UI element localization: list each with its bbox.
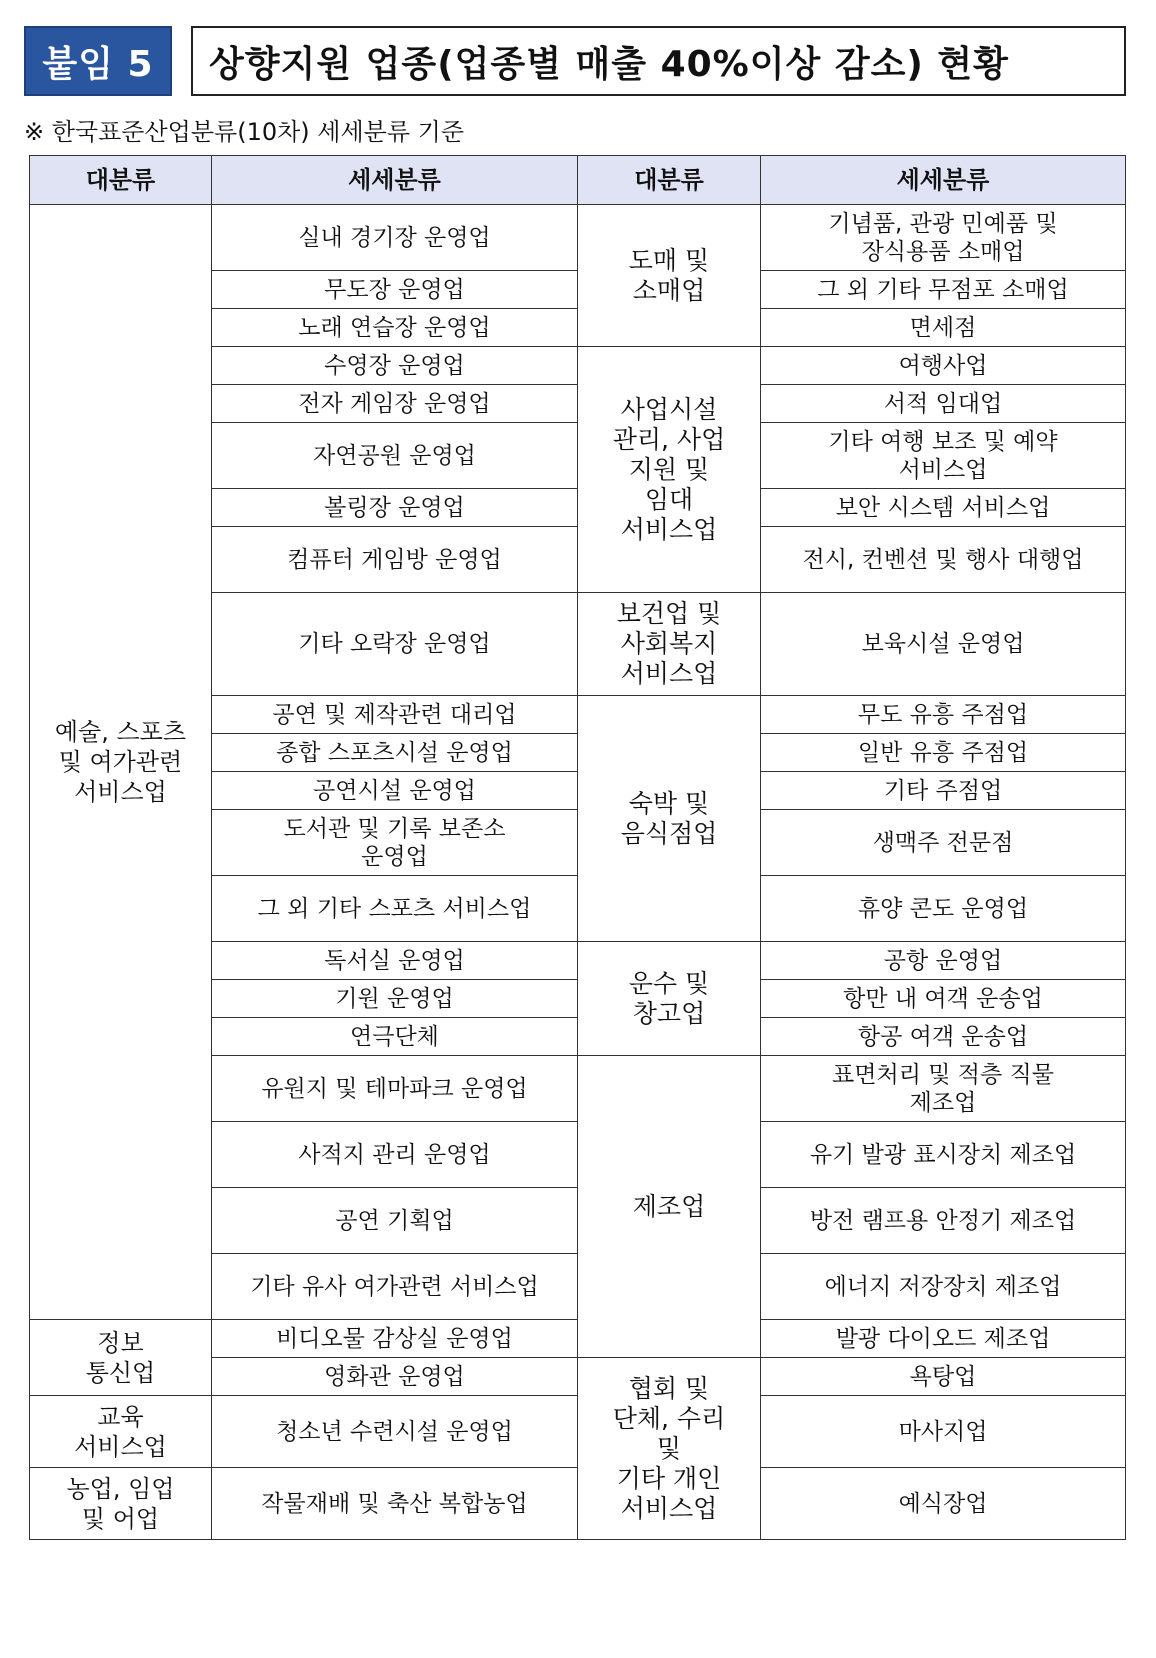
minor-category: 발광 다이오드 제조업 (761, 1320, 1126, 1358)
minor-category: 기타 오락장 운영업 (211, 593, 577, 696)
minor-category: 작물재배 및 축산 복합농업 (211, 1468, 577, 1540)
minor-category: 일반 유흥 주점업 (761, 734, 1126, 772)
minor-category: 전시, 컨벤션 및 행사 대행업 (761, 527, 1126, 593)
table-row (30, 205, 1126, 271)
minor-category: 컴퓨터 게임방 운영업 (211, 527, 577, 593)
table-header-row (30, 156, 1126, 205)
minor-category: 노래 연습장 운영업 (211, 309, 577, 347)
minor-category: 볼링장 운영업 (211, 489, 577, 527)
header-major-right: 대분류 (577, 156, 760, 205)
major-category: 협회 및 단체, 수리 및 기타 개인 서비스업 (577, 1358, 760, 1540)
header (24, 26, 1126, 98)
header-major-left: 대분류 (30, 156, 212, 205)
major-category: 예술, 스포츠 및 여가관련 서비스업 (30, 205, 212, 1320)
minor-category: 욕탕업 (761, 1358, 1126, 1396)
minor-category: 공연 기획업 (211, 1188, 577, 1254)
minor-category: 예식장업 (761, 1468, 1126, 1540)
minor-category: 비디오물 감상실 운영업 (211, 1320, 577, 1358)
minor-category: 공연 및 제작관련 대리업 (211, 696, 577, 734)
minor-category: 마사지업 (761, 1396, 1126, 1468)
attachment-badge: 붙임 5 (24, 26, 172, 96)
minor-category: 수영장 운영업 (211, 347, 577, 385)
minor-category: 그 외 기타 무점포 소매업 (761, 271, 1126, 309)
minor-category: 보육시설 운영업 (761, 593, 1126, 696)
minor-category: 기원 운영업 (211, 980, 577, 1018)
minor-category: 그 외 기타 스포츠 서비스업 (211, 876, 577, 942)
major-category: 정보 통신업 (30, 1320, 212, 1396)
minor-category: 종합 스포츠시설 운영업 (211, 734, 577, 772)
minor-category: 서적 임대업 (761, 385, 1126, 423)
minor-category: 에너지 저장장치 제조업 (761, 1254, 1126, 1320)
minor-category: 공항 운영업 (761, 942, 1126, 980)
minor-category: 실내 경기장 운영업 (211, 205, 577, 271)
minor-category: 방전 램프용 안정기 제조업 (761, 1188, 1126, 1254)
minor-category: 연극단체 (211, 1018, 577, 1056)
minor-category: 무도 유흥 주점업 (761, 696, 1126, 734)
minor-category: 기타 주점업 (761, 772, 1126, 810)
minor-category: 휴양 콘도 운영업 (761, 876, 1126, 942)
major-category: 사업시설 관리, 사업 지원 및 임대 서비스업 (577, 347, 760, 593)
minor-category: 영화관 운영업 (211, 1358, 577, 1396)
major-category: 교육 서비스업 (30, 1396, 212, 1468)
minor-category: 보안 시스템 서비스업 (761, 489, 1126, 527)
minor-category: 유기 발광 표시장치 제조업 (761, 1122, 1126, 1188)
minor-category: 항만 내 여객 운송업 (761, 980, 1126, 1018)
minor-category: 항공 여객 운송업 (761, 1018, 1126, 1056)
major-category: 숙박 및 음식점업 (577, 696, 760, 942)
minor-category: 도서관 및 기록 보존소 운영업 (211, 810, 577, 876)
header-minor-left: 세세분류 (211, 156, 577, 205)
minor-category: 생맥주 전문점 (761, 810, 1126, 876)
minor-category: 유원지 및 테마파크 운영업 (211, 1056, 577, 1122)
major-category: 농업, 임업 및 어업 (30, 1468, 212, 1540)
major-category: 운수 및 창고업 (577, 942, 760, 1056)
industry-table (29, 155, 1126, 1540)
minor-category: 기념품, 관광 민예품 및 장식용품 소매업 (761, 205, 1126, 271)
minor-category: 공연시설 운영업 (211, 772, 577, 810)
major-category: 제조업 (577, 1056, 760, 1358)
minor-category: 표면처리 및 적층 직물 제조업 (761, 1056, 1126, 1122)
minor-category: 여행사업 (761, 347, 1126, 385)
minor-category: 기타 여행 보조 및 예약 서비스업 (761, 423, 1126, 489)
major-category: 도매 및 소매업 (577, 205, 760, 347)
minor-category: 청소년 수련시설 운영업 (211, 1396, 577, 1468)
minor-category: 독서실 운영업 (211, 942, 577, 980)
minor-category: 무도장 운영업 (211, 271, 577, 309)
minor-category: 사적지 관리 운영업 (211, 1122, 577, 1188)
minor-category: 면세점 (761, 309, 1126, 347)
page-title: 상향지원 업종(업종별 매출 40%이상 감소) 현황 (191, 26, 1126, 96)
major-category: 보건업 및 사회복지 서비스업 (577, 593, 760, 696)
classification-note: ※ 한국표준산업분류(10차) 세세분류 기준 (24, 118, 465, 146)
minor-category: 전자 게임장 운영업 (211, 385, 577, 423)
header-minor-right: 세세분류 (761, 156, 1126, 205)
minor-category: 기타 유사 여가관련 서비스업 (211, 1254, 577, 1320)
minor-category: 자연공원 운영업 (211, 423, 577, 489)
